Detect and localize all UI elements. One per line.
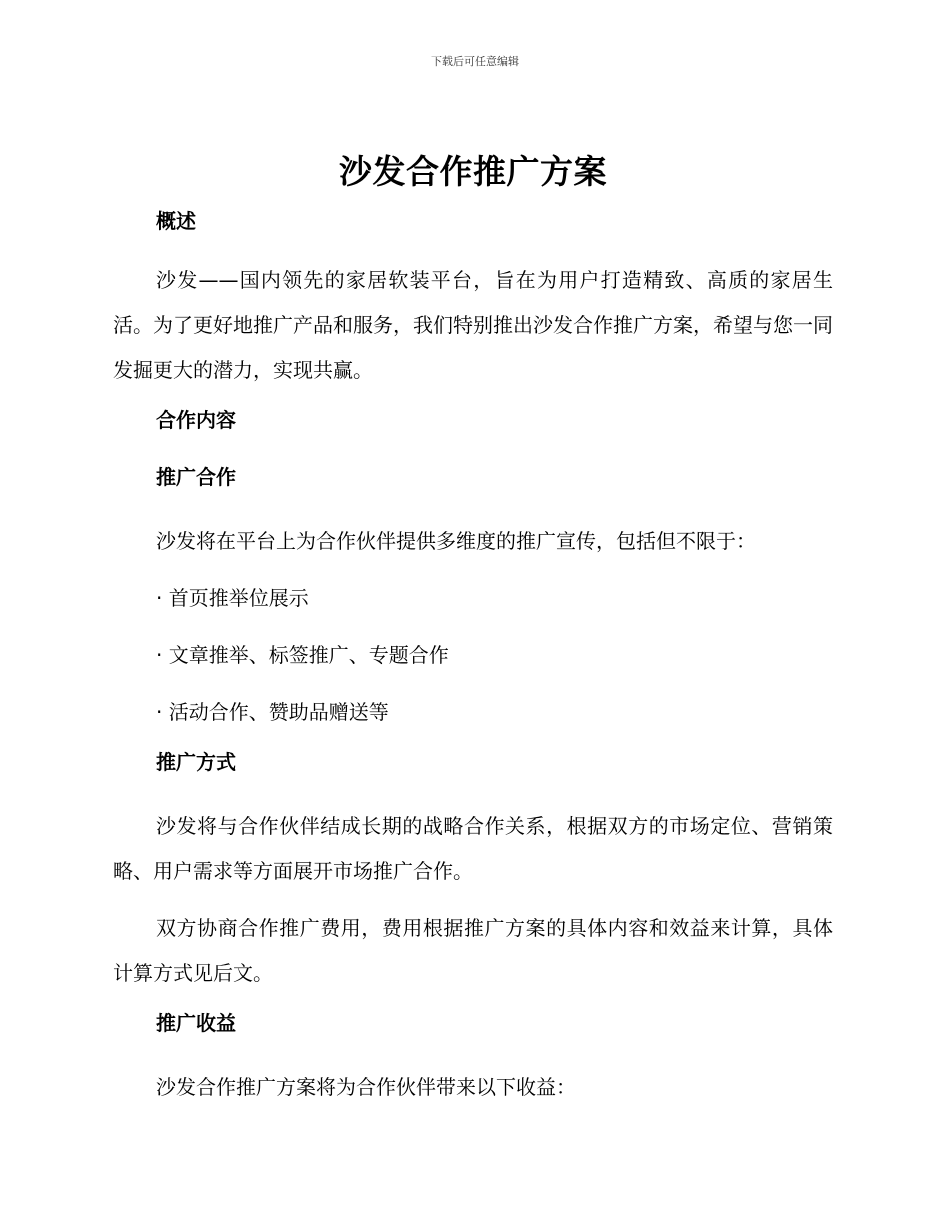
list-item: · 首页推举位展示 xyxy=(156,586,309,610)
list-item: · 文章推举、标签推广、专题合作 xyxy=(156,643,449,667)
heading-cooperation-content: 合作内容 xyxy=(156,408,236,432)
paragraph-overview: 沙发——国内领先的家居软装平台，旨在为用户打造精致、高质的家居生活。为了更好地推广产品和服务，我们特别推出沙发合作推广方案，希望与您一同发掘更大的潜力，实现共赢。 xyxy=(113,268,833,382)
paragraph-promotion-method-2: 双方协商合作推广费用，费用根据推广方案的具体内容和效益来计算，具体计算方式见后文。 xyxy=(113,916,833,985)
heading-overview: 概述 xyxy=(156,209,196,233)
paragraph-promotion-cooperation: 沙发将在平台上为合作伙伴提供多维度的推广宣传，包括但不限于： xyxy=(156,529,756,553)
document-body xyxy=(113,150,833,1122)
heading-promotion-revenue: 推广收益 xyxy=(156,1011,236,1035)
page-header-note: 下载后可任意编辑 xyxy=(431,55,519,68)
paragraph-promotion-method-1: 沙发将与合作伙伴结成长期的战略合作关系，根据双方的市场定位、营销策略、用户需求等方面展开市场推广合作。 xyxy=(113,814,833,883)
paragraph-promotion-revenue: 沙发合作推广方案将为合作伙伴带来以下收益： xyxy=(156,1075,576,1099)
list-item: · 活动合作、赞助品赠送等 xyxy=(156,700,389,724)
document-title: 沙发合作推广方案 xyxy=(339,152,607,191)
heading-promotion-method: 推广方式 xyxy=(156,750,236,774)
heading-promotion-cooperation: 推广合作 xyxy=(156,465,236,489)
